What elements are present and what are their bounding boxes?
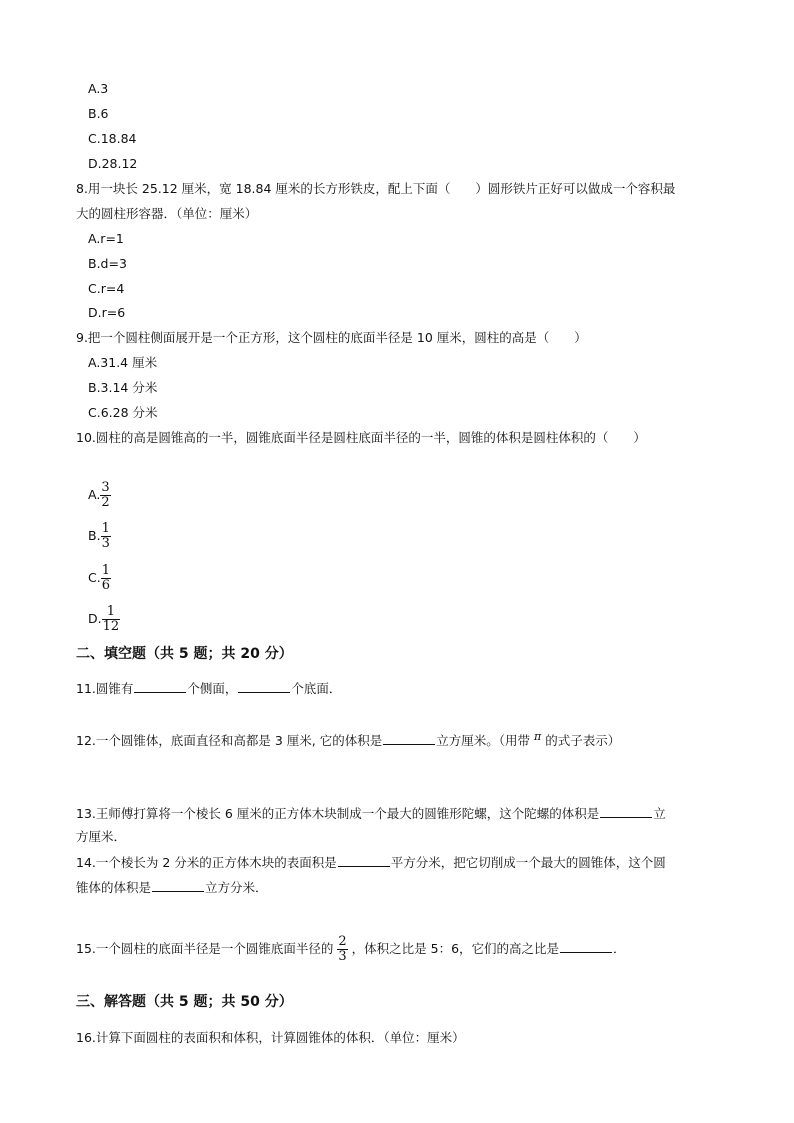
q7-option-d: D.28.12 (88, 156, 138, 171)
q7-option-a: A.3 (88, 81, 109, 96)
fraction-numerator: 2 (338, 934, 347, 949)
fraction-numerator: 1 (101, 563, 110, 578)
q14-text-d: 立方分米． (205, 880, 268, 895)
fraction-numerator: 1 (106, 604, 116, 619)
fraction-numerator: 1 (101, 521, 110, 536)
q11-text-b: 个侧面， (187, 681, 238, 696)
q16-text: 16.计算下面圆柱的表面积和体积，计算圆锥体的体积．（单位：厘米） (76, 1030, 465, 1045)
q12-text-c: 的式子表示） (545, 733, 621, 749)
fraction (102, 605, 121, 634)
fraction (337, 935, 347, 964)
fraction-numerator: 3 (101, 480, 110, 495)
fraction-denominator: 6 (101, 578, 110, 593)
answer-blank (600, 805, 652, 818)
q8-option-a: A.r=1 (88, 231, 124, 246)
q15-text-c: ． (613, 941, 626, 956)
answer-blank (238, 680, 290, 693)
q14-line1 (76, 854, 666, 871)
q11-text-a: 11.圆锥有 (76, 681, 134, 696)
option-letter: A. (88, 487, 101, 502)
q7-option-c: C.18.84 (88, 131, 137, 146)
q11-text-c: 个底面． (291, 681, 342, 696)
option-letter: D. (88, 611, 102, 626)
q10-option-d (88, 605, 120, 634)
q8-option-d: D.r=6 (88, 305, 126, 320)
answer-blank (383, 732, 435, 745)
fraction-denominator: 3 (101, 536, 110, 551)
answer-blank (560, 940, 612, 953)
fraction (100, 481, 110, 510)
answer-blank (152, 879, 204, 892)
q14-text-c: 锥体的体积是 (76, 880, 152, 895)
q15-text-a: 15.一个圆柱的底面半径是一个圆锥底面半径的 (76, 941, 334, 956)
q13-text-a: 13.王师傅打算将一个棱长 6 厘米的正方体木块制成一个最大的圆锥形陀螺，这个陀螺的体积是 (76, 806, 600, 821)
option-letter: B. (88, 528, 101, 543)
q7-option-b: B.6 (88, 106, 109, 121)
q10-option-c (88, 564, 111, 593)
q10-option-b (88, 522, 111, 551)
q15-text-b: ，体积之比是 5：6，它们的高之比是 (351, 941, 560, 956)
fraction (101, 564, 111, 593)
fraction-denominator: 2 (101, 495, 110, 510)
option-letter: C. (88, 570, 101, 585)
q13-text-b: 立 (653, 806, 666, 821)
q10-option-a (88, 481, 111, 510)
q8-option-c: C.r=4 (88, 281, 125, 296)
q14-text-b: 平方分米，把它切削成一个最大的圆锥体，这个圆 (390, 855, 666, 870)
q13-line1 (76, 805, 666, 822)
q9-option-c: C.6.28 分米 (88, 405, 158, 420)
q12-text-b: 立方厘米。（用带 (436, 733, 530, 749)
q13-line2: 方厘米． (76, 829, 127, 844)
q9-option-b: B.3.14 分米 (88, 380, 158, 395)
section-heading-fill-in: 二、填空题（共 5 题；共 20 分） (76, 646, 293, 662)
q10-text: 10.圆柱的高是圆锥高的一半，圆锥底面半径是圆柱底面半径的一半，圆锥的体积是圆柱体积的（ ） (76, 430, 646, 445)
section-heading-solve: 三、解答题（共 5 题；共 50 分） (76, 994, 293, 1010)
fraction-denominator: 12 (102, 619, 120, 634)
fraction-denominator: 3 (338, 949, 347, 964)
q8-text-line2: 大的圆柱形容器．（单位：厘米） (76, 206, 258, 221)
q14-line2 (76, 879, 268, 896)
q9-text: 9.把一个圆柱侧面展开是一个正方形，这个圆柱的底面半径是 10 厘米，圆柱的高是（ ） (76, 330, 587, 345)
q9-option-a: A.31.4 厘米 (88, 355, 158, 370)
answer-blank (134, 680, 186, 693)
pi-symbol: π (533, 730, 542, 743)
q8-text-line1: 8.用一块长 25.12 厘米，宽 18.84 厘米的长方形铁皮，配上下面（ ）圆形铁片正好可以做成一个容积最 (76, 181, 676, 196)
fraction (101, 522, 111, 551)
q12-text-a: 12.一个圆锥体，底面直径和高都是 3 厘米, 它的体积是 (76, 733, 383, 749)
q8-option-b: B.d=3 (88, 256, 127, 271)
q15 (76, 935, 626, 964)
q14-text-a: 14.一个棱长为 2 分米的正方体木块的表面积是 (76, 855, 337, 870)
answer-blank (338, 854, 390, 867)
q11 (76, 680, 341, 697)
q12 (76, 729, 620, 749)
